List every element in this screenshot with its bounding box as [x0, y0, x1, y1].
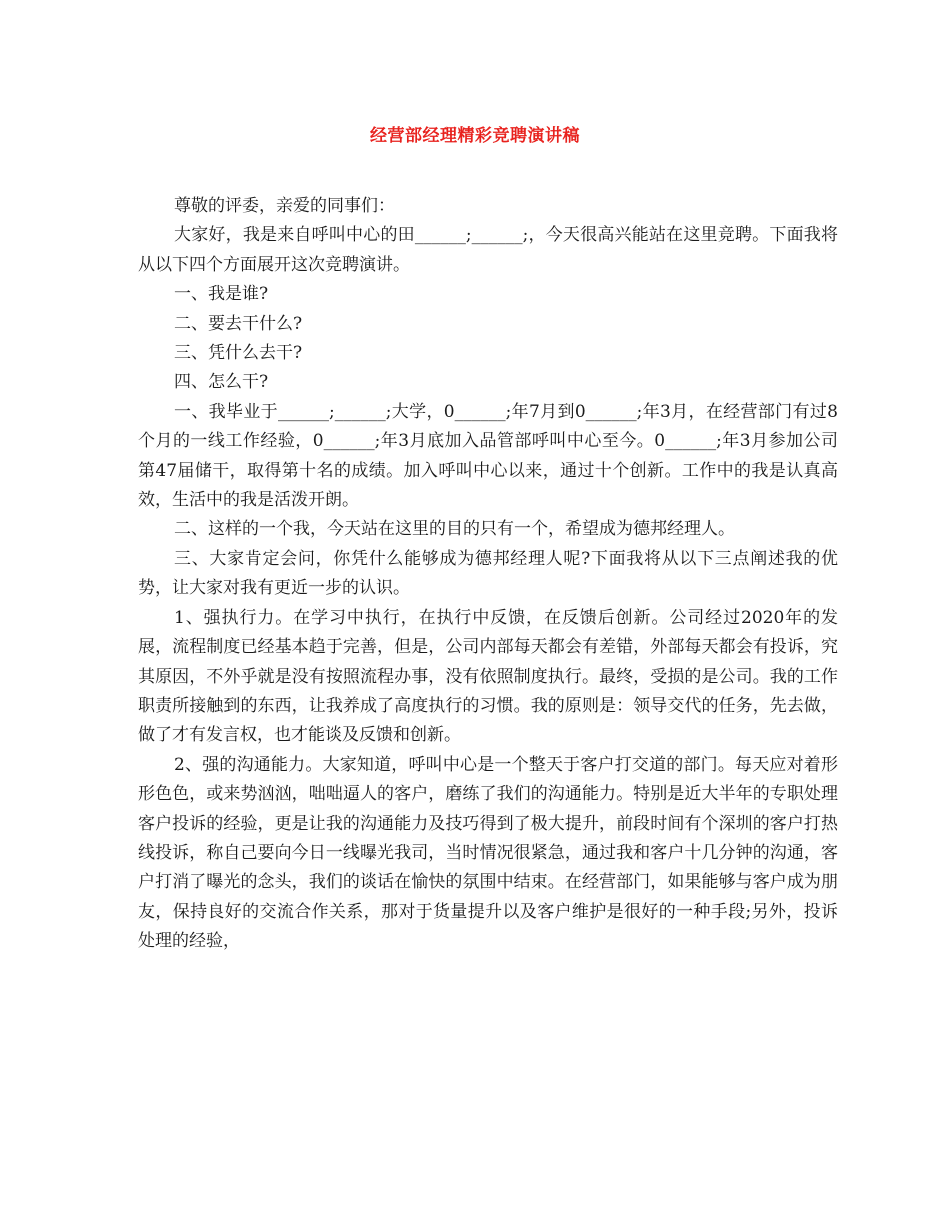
paragraph-outline-4: 四、怎么干? [174, 372, 269, 393]
paragraph-who-am-i: 一、我毕业于______;______;大学，0______;年7月到0______;年3月，在经营部门有过8个月的一线工作经验，0______;年3月底加入品管部呼叫中心至今。0______;年3月参加公司第47届储干，取得第十名的成绩。加入呼叫中心以来，通过十个创新。工作中的我是认真高效，生活中的我是活泼开朗。 [138, 401, 838, 511]
paragraph-outline-2: 二、要去干什么? [174, 313, 303, 334]
document-title: 经营部经理精彩竞聘演讲稿 [370, 126, 580, 146]
paragraph-goal: 二、这样的一个我，今天站在这里的目的只有一个，希望成为德邦经理人。 [174, 519, 735, 540]
document-body [138, 192, 838, 957]
paragraph-strengths-intro: 三、大家肯定会问，你凭什么能够成为德邦经理人呢?下面我将从以下三点阐述我的优势，让大家对我有更近一步的认识。 [138, 548, 838, 599]
paragraph-outline-1: 一、我是谁? [174, 284, 269, 305]
paragraph-outline-3: 三、凭什么去干? [174, 343, 303, 364]
paragraph-execution: 1、强执行力。在学习中执行，在执行中反馈，在反馈后创新。公司经过2020年的发展，流程制度已经基本趋于完善，但是，公司内部每天都会有差错，外部每天都会有投诉，究其原因，不外乎就是没有按照流程办事，没有依照制度执行。最终，受损的是公司。我的工作职责所接触到的东西，让我养成了高度执行的习惯。我的原则是：领导交代的任务，先去做，做了才有发言权，也才能谈及反馈和创新。 [138, 607, 838, 746]
paragraph-communication: 2、强的沟通能力。大家知道，呼叫中心是一个整天于客户打交道的部门。每天应对着形形色色，或来势汹汹，咄咄逼人的客户，磨练了我们的沟通能力。特别是近大半年的专职处理客户投诉的经验，更是让我的沟通能力及技巧得到了极大提升，前段时间有个深圳的客户打热线投诉，称自己要向今日一线曝光我司，当时情况很紧急，通过我和客户十几分钟的沟通，客户打消了曝光的念头，我们的谈话在愉快的氛围中结束。在经营部门，如果能够与客户成为朋友，保持良好的交流合作关系，那对于货量提升以及客户维护是很好的一种手段;另外，投诉处理的经验， [138, 754, 838, 952]
paragraph-salutation: 尊敬的评委，亲爱的同事们： [174, 196, 395, 216]
paragraph-intro: 大家好，我是来自呼叫中心的田______;______;，今天很高兴能站在这里竞聘。下面我将从以下四个方面展开这次竞聘演讲。 [138, 225, 838, 275]
